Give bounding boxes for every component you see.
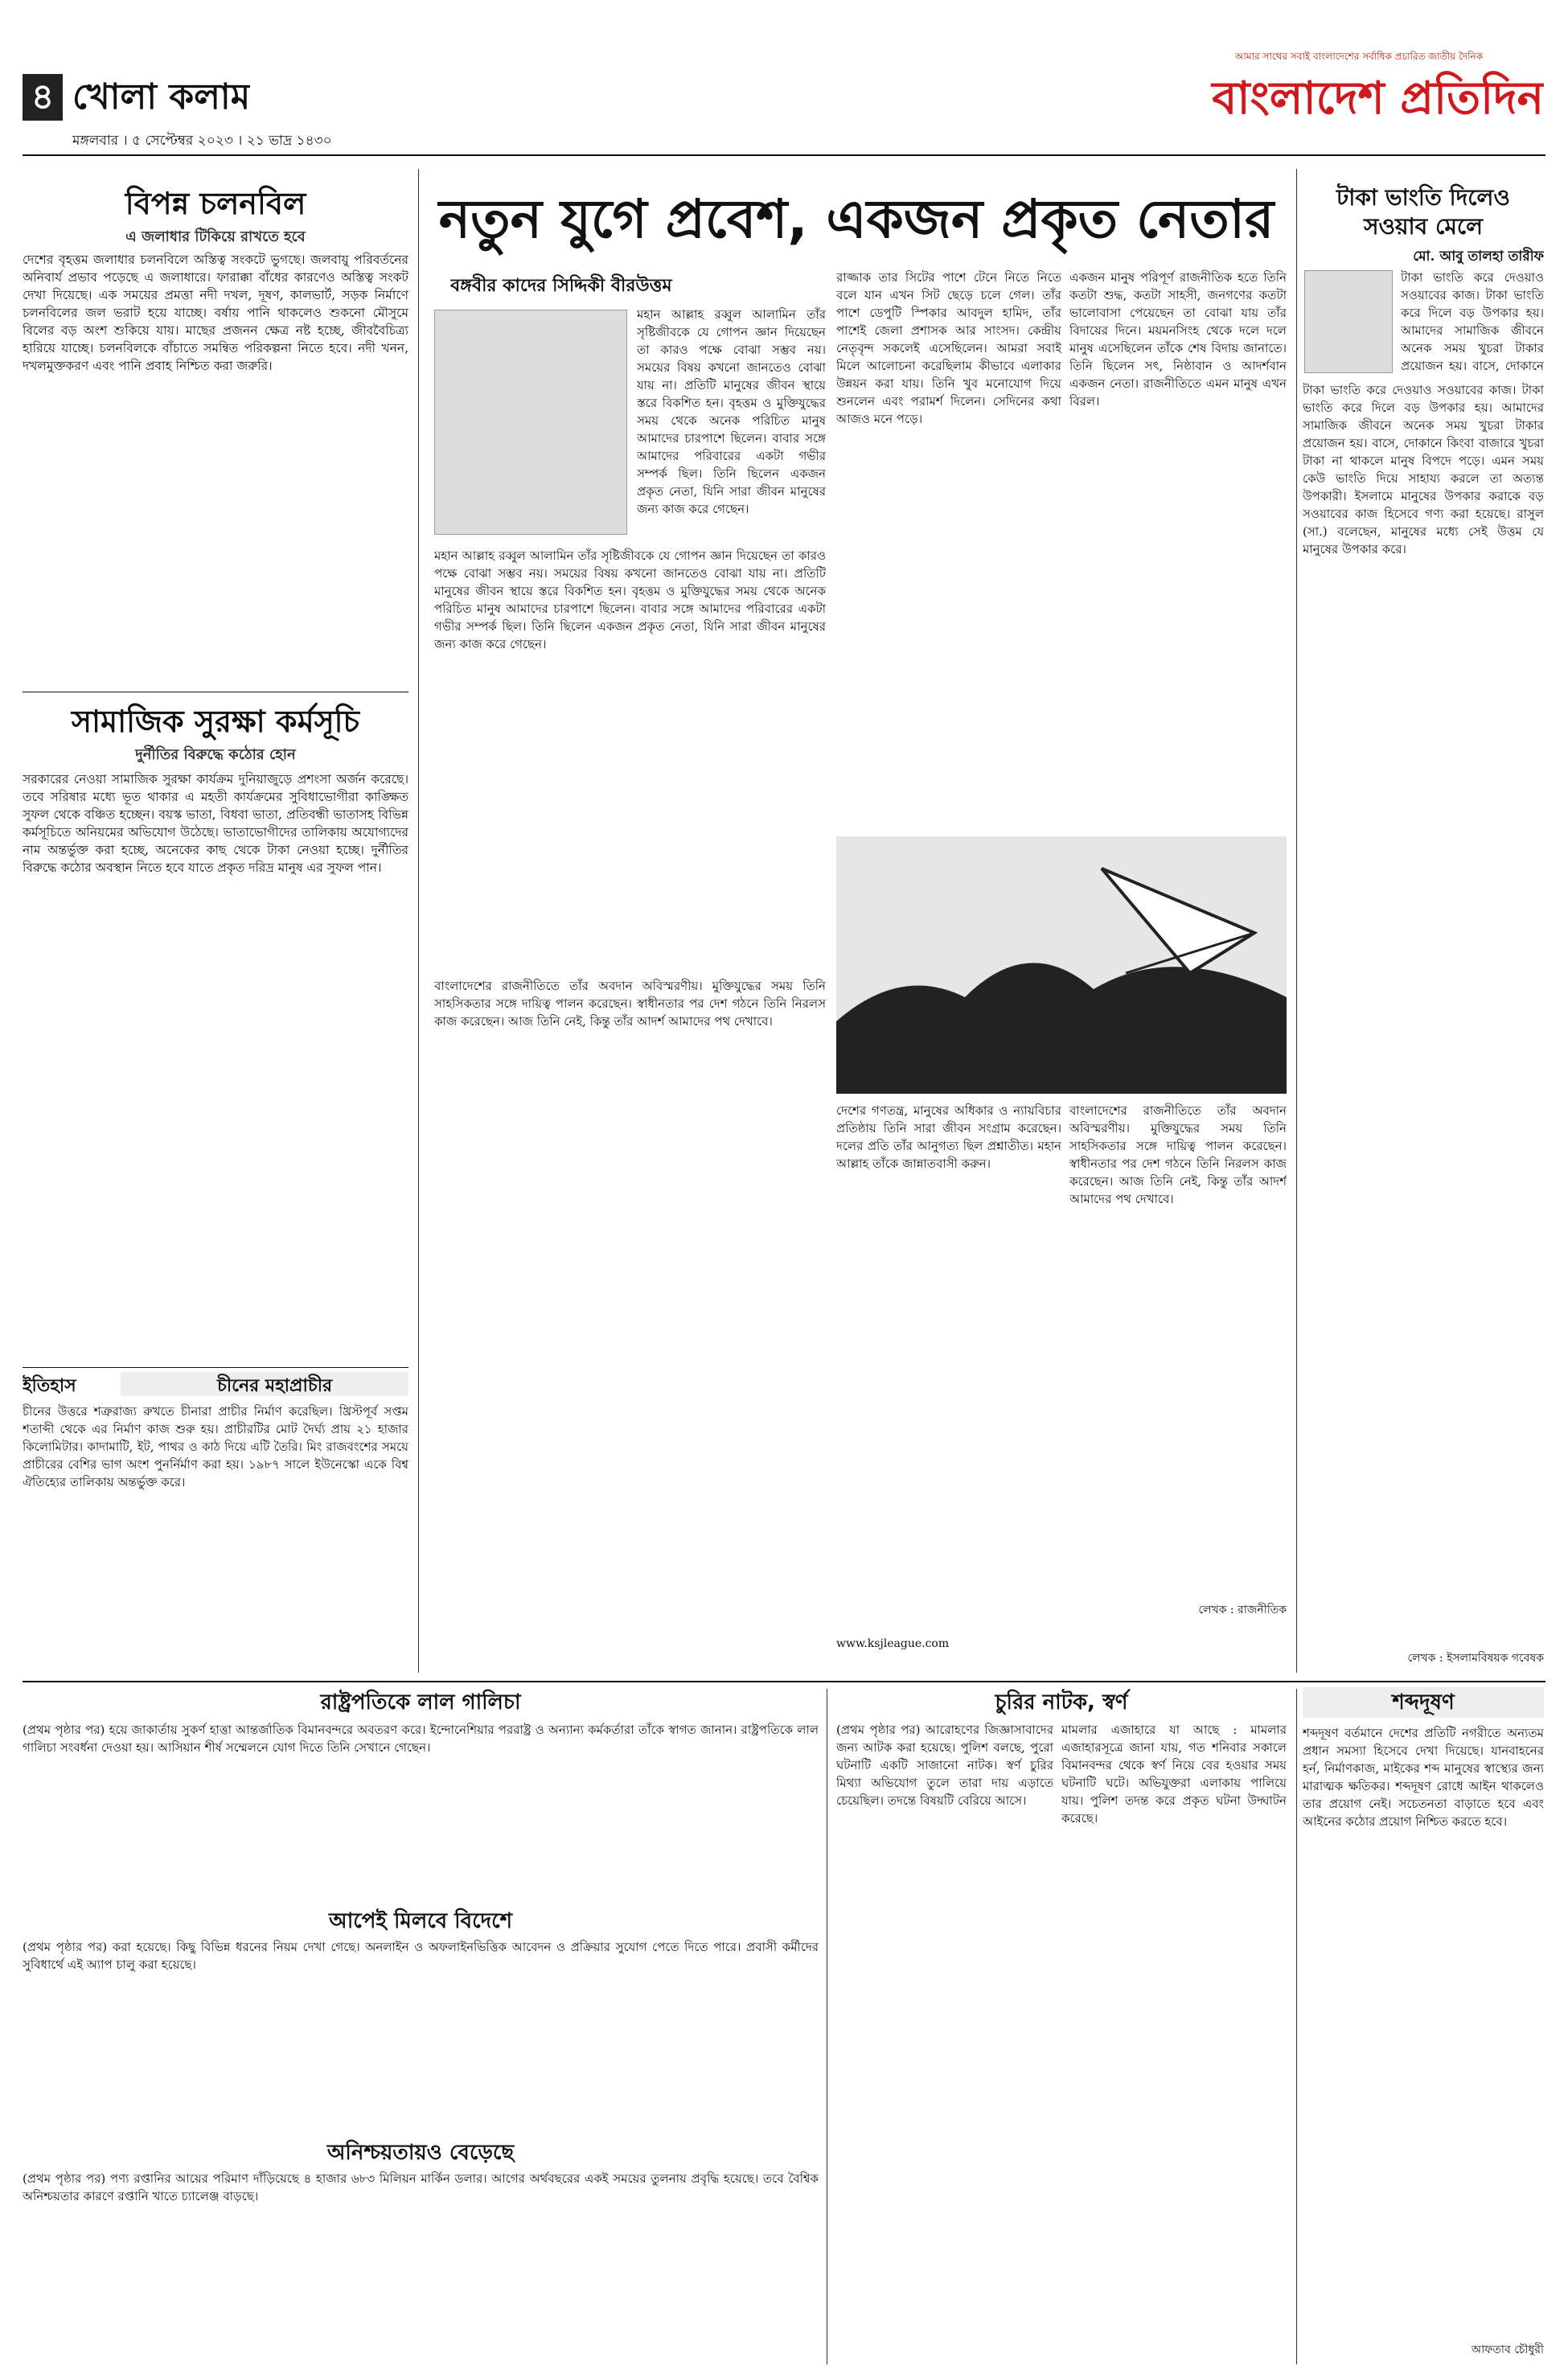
divider xyxy=(23,1367,408,1368)
cont-body-4: (প্রথম পৃষ্ঠার পর) আরোহণের জিজ্ঞাসাবাদের জন্য আটক করা হয়েছে। পুলিশ বলছে, পুরো ঘটনাটি একটি সাজানো নাটক। স্বর্ণ চুরির মিথ্যা অভিযোগ তুলে তারা দায় এড়াতে চেয়েছিল। তদন্তে বিষয়টি বেরিয়ে আসে। xyxy=(836,1723,1053,1808)
history-title: চীনের মহাপ্রাচীর xyxy=(121,1372,408,1396)
editorial-1-subtitle: এ জলাধার টিকিয়ে রাখতে হবে xyxy=(125,228,306,245)
main-body-1-cont: মহান আল্লাহ রব্বুল আলামিন তাঁর সৃষ্টিজীবকে যে গোপন জ্ঞান দিয়েছেন তা কারও পক্ষে বোঝা সম্ভব নয়। সময়ের বিষয় কখনো জানতেও বোঝা যায় না। প্রতিটি মানুষের জীবন স্থায়ে স্তরে বিকশিত হন। বৃহত্তম ও মুক্তিযুদ্ধের সময় থেকে অনেক পরিচিত মানুষ আমাদের চারপাশে ছিলেন। বাবার সঙ্গে আমাদের পরিবারের একটা গভীর সম্পর্ক ছিল। তিনি ছিলেন একজন প্রকৃত নেতা, যিনি সারা জীবন মানুষের জন্য কাজ করে গেছেন। xyxy=(434,548,826,651)
main-body-2: রাজ্জাক তার সিটের পাশে টেনে নিতে নিতে বলে যান এখন সিট ছেড়ে চলে গেল। তাঁর পাশে ডেপুটি স্পিকার আবদুল হামিদ, তাঁর পাশেই জেলা প্রশাসক আর সাংসদ। কেন্দ্রীয় নেতৃবৃন্দ সকলেই এসেছিলেন। আমরা সবাই মিলে আলোচনা করেছিলাম কীভাবে এলাকার উন্নয়ন করা যায়। তিনি খুব মনোযোগ দিয়ে শুনলেন এবং পরামর্শ দিলেন। সেদিনের কথা আজও মনে পড়ে। xyxy=(836,270,1061,426)
cont-title-4: চুরির নাটক, স্বর্ণ xyxy=(995,1690,1128,1715)
column-rule xyxy=(1296,1689,1297,2364)
main-body-5b: বাংলাদেশের রাজনীতিতে তাঁর অবদান অবিস্মরণীয়। মুক্তিযুদ্ধের সময় তিনি সাহসিকতার সঙ্গে দায়িত্ব পালন করেছেন। স্বাধীনতার পর দেশ গঠনে তিনি নিরলস কাজ করেছেন। আজ তিনি নেই, কিন্তু তাঁর আদর্শ আমাদের পথ দেখাবে। xyxy=(1069,1103,1287,1206)
date-line: মঙ্গলবার । ৫ সেপ্টেম্বর ২০২৩ । ২১ ভাদ্র ১৪৩০ xyxy=(72,133,332,149)
newspaper-logo: বাংলাদেশ প্রতিদিন xyxy=(1212,72,1544,125)
main-body-3: একজন মানুষ পরিপূর্ণ রাজনীতিক হতে তিনি কতটা শুদ্ধ, কতটা সাহসী, জনগণের কতটা ভালোবাসা পেয়েছেন তা বোঝা যায় তাঁর বিদায়ের দিনে। ময়মনসিংহ থেকে দলে দলে মানুষ এসেছিলেন তাঁকে শেষ বিদায় জানাতে। তিনি ছিলেন সৎ, নিষ্ঠাবান ও আদর্শবান একজন নেতা। রাজনীতিতে এমন মানুষ এখন বিরল। xyxy=(1069,270,1287,409)
editorial-1-title: বিপন্ন চলনবিল xyxy=(125,186,306,221)
cont-title-3: অনিশ্চয়তায়ও বেড়েছে xyxy=(326,2141,515,2165)
cont-title-2: আপেই মিলবে বিদেশে xyxy=(328,1909,513,1933)
column-rule xyxy=(1296,169,1297,1673)
history-label: ইতিহাস xyxy=(23,1376,76,1396)
right-title: টাকা ভাংতি দিলেও সওয়াব মেলে xyxy=(1336,184,1511,240)
column-rule xyxy=(418,169,419,1673)
main-website: www.ksjleague.com xyxy=(836,1637,950,1650)
cont-body-5: মামলার এজাহারে যা আছে : মামলার এজাহারসূত্রে জানা যায়, গত শনিবার সকালে বিমানবন্দর থেকে স্বর্ণ নিয়ে বের হওয়ার সময় ঘটনাটি ঘটে। অভিযুক্তরা এলাকায় পালিয়ে যায়। পুলিশ তদন্ত করে প্রকৃত ঘটনা উদ্ঘাটন করেছে। xyxy=(1061,1723,1287,1826)
main-headline: নতুন যুগে প্রবেশ, একজন প্রকৃত নেতার xyxy=(438,188,1275,250)
main-author-note: লেখক : রাজনীতিক xyxy=(1198,1604,1287,1616)
right-body-top: টাকা ভাংতি করে দেওয়াও সওয়াবের কাজ। টাকা ভাংতি করে দিলে বড় উপকার হয়। আমাদের সামাজিক জীবনে অনেক সময় খুচরা টাকার প্রয়োজন হয়। বাসে, দোকানে xyxy=(1401,270,1544,373)
right-byline: মো. আবু তালহা তারীফ xyxy=(1413,248,1544,265)
right-author-note: লেখক : ইসলামবিষয়ক গবেষক xyxy=(1407,1652,1544,1665)
article-illustration xyxy=(836,836,1287,1094)
header-rule xyxy=(23,154,1545,156)
cont-body-1: (প্রথম পৃষ্ঠার পর) হয়ে জাকার্তায় সুকর্ণ হাত্তা আন্তর্জাতিক বিমানবন্দরে অবতরণ করে। ইন্দোনেশিয়ার পররাষ্ট্র ও অন্যান্য কর্মকর্তারা তাঁকে স্বাগত জানান। রাষ্ট্রপতিকে লাল গালিচা সংবর্ধনা দেওয়া হয়। আসিয়ান শীর্ষ সম্মেলনে যোগ দিতে তিনি সেখানে গেছেন। xyxy=(23,1723,819,1755)
bottom-rule xyxy=(23,1681,1545,1682)
history-body: চীনের উত্তরে শত্রুরাজ্য রুখতে চীনারা প্রাচীর নির্মাণ করেছিল। খ্রিস্টপূর্ব সপ্তম শতাব্দী থেকে এর নির্মাণ কাজ শুরু হয়। প্রাচীরটির মোট দৈর্ঘ্য প্রায় ২১ হাজার কিলোমিটার। কাদামাটি, ইট, পাথর ও কাঠ দিয়ে এটি তৈরি। মিং রাজবংশের সময়ে প্রাচীরের বেশির ভাগ অংশ পুনর্নির্মাণ করা হয়। ১৯৮৭ সালে ইউনেস্কো একে বিশ্ব ঐতিহ্যের তালিকায় অন্তর্ভুক্ত করে। xyxy=(23,1404,408,1489)
cont-title-1: রাষ্ট্রপতিকে লাল গালিচা xyxy=(320,1690,521,1715)
letter-title: শব্দদূষণ xyxy=(1303,1687,1544,1718)
main-body-1: মহান আল্লাহ রব্বুল আলামিন তাঁর সৃষ্টিজীবকে যে গোপন জ্ঞান দিয়েছেন তা কারও পক্ষে বোঝা সম্ভব নয়। সময়ের বিষয় কখনো জানতেও বোঝা যায় না। প্রতিটি মানুষের জীবন স্থায়ে স্তরে বিকশিত হন। বৃহত্তম ও মুক্তিযুদ্ধের সময় থেকে অনেক পরিচিত মানুষ আমাদের চারপাশে ছিলেন। বাবার সঙ্গে আমাদের পরিবারের একটা গভীর সম্পর্ক ছিল। তিনি ছিলেন একজন প্রকৃত নেতা, যিনি সারা জীবন মানুষের জন্য কাজ করে গেছেন। xyxy=(637,307,826,516)
editorial-1-body: দেশের বৃহত্তম জলাধার চলনবিলে অস্তিত্ব সংকটে ভুগছে। জলবায়ু পরিবর্তনের অনিবার্য প্রভাব পড়েছে এ জলাধারে। ফারাক্কা বাঁধের কারণেও অস্তিত্ব সংকট দেখা দিয়েছে। এক সময়ের প্রমত্তা নদী দখল, দূষণ, কালভার্ট, সড়ক নির্মাণে চলনবিলের জল ভরাট হয়ে যাচ্ছে। বর্ষায় পানি থাকলেও শুকনো মৌসুমে বিলের বড় অংশ শুকিয়ে যায়। মাছের প্রজনন ক্ষেত্র নষ্ট হচ্ছে, জীববৈচিত্র্য হারিয়ে যাচ্ছে। চলনবিলকে বাঁচাতে সমন্বিত পরিকল্পনা নিতে হবে। নদী খনন, দখলমুক্তকরণ এবং পানি প্রবাহ নিশ্চিত করা জরুরি। xyxy=(23,253,408,373)
page-number: ৪ xyxy=(23,74,63,121)
letter-body: শব্দদূষণ বর্তমানে দেশের প্রতিটি নগরীতে অন্যতম প্রধান সমস্যা হিসেবে দেখা দিয়েছে। যানবাহনের হর্ন, নির্মাণকাজ, মাইকের শব্দ মানুষের স্বাস্থ্যের জন্য মারাত্মক ক্ষতিকর। শব্দদূষণ রোধে আইন থাকলেও তার প্রয়োগ নেই। সচেতনতা বাড়াতে হবে এবং আইনের কঠোর প্রয়োগ নিশ্চিত করতে হবে। xyxy=(1303,1726,1544,1829)
letter-author: আফতাব চৌধুরী xyxy=(1471,2343,1544,2356)
logo-tagline: আমার সাথের সবাই বাংলাদেশের সর্বাধিক প্রচারিত জাতীয় দৈনিক xyxy=(1234,51,1484,62)
section-title: খোলা কলাম xyxy=(72,76,251,117)
editorial-2-body: সরকারের নেওয়া সামাজিক সুরক্ষা কার্যক্রম দুনিয়াজুড়ে প্রশংসা অর্জন করেছে। তবে সরিষার মধ্যে ভূত থাকার এ মহতী কার্যক্রমের সুবিধাভোগীরা কাঙ্ক্ষিত সুফল থেকে বঞ্চিত হচ্ছেন। বয়স্ক ভাতা, বিধবা ভাতা, প্রতিবন্ধী ভাতাসহ বিভিন্ন কর্মসূচিতে অনিয়মের অভিযোগ উঠেছে। ভাতাভোগীদের তালিকায় অযোগ্যদের নাম অন্তর্ভুক্ত করা হচ্ছে, অনেকের কাছ থেকে টাকা নেওয়া হচ্ছে। দুর্নীতির বিরুদ্ধে কঠোর অবস্থান নিতে হবে যাতে প্রকৃত দরিদ্র মানুষ এর সুফল পান। xyxy=(23,772,408,875)
right-author-photo xyxy=(1304,270,1393,373)
main-body-4: বাংলাদেশের রাজনীতিতে তাঁর অবদান অবিস্মরণীয়। মুক্তিযুদ্ধের সময় তিনি সাহসিকতার সঙ্গে দায়িত্ব পালন করেছেন। স্বাধীনতার পর দেশ গঠনে তিনি নিরলস কাজ করেছেন। আজ তিনি নেই, কিন্তু তাঁর আদর্শ আমাদের পথ দেখাবে। xyxy=(434,979,826,1029)
editorial-2-title: সামাজিক সুরক্ষা কর্মসূচি xyxy=(71,704,360,739)
main-body-5: দেশের গণতন্ত্র, মানুষের অধিকার ও ন্যায়বিচার প্রতিষ্ঠায় তিনি সারা জীবন সংগ্রাম করেছেন। দলের প্রতি তাঁর আনুগত্য ছিল প্রশ্নাতীত। মহান আল্লাহ তাঁকে জান্নাতবাসী করুন। xyxy=(836,1103,1061,1171)
cont-body-2: (প্রথম পৃষ্ঠার পর) করা হয়েছে। কিছু বিভিন্ন ধরনের নিয়ম দেখা গেছে। অনলাইন ও অফলাইনভিত্তিক আবেদন ও প্রক্রিয়ার সুযোগ পেতে দিতে পারে। প্রবাসী কর্মীদের সুবিধার্থে এই অ্যাপ চালু করা হয়েছে। xyxy=(23,1940,819,1972)
author-photo xyxy=(434,310,627,535)
right-body: টাকা ভাংতি করে দেওয়াও সওয়াবের কাজ। টাকা ভাংতি করে দিলে বড় উপকার হয়। আমাদের সামাজিক জীবনে অনেক সময় খুচরা টাকার প্রয়োজন হয়। বাসে, দোকানে কিংবা বাজারে খুচরা টাকা না থাকলে মানুষ বিপদে পড়ে। এমন সময় কেউ ভাংতি দিয়ে সাহায্য করলে তা অত্যন্ত উপকারী। ইসলামে মানুষের উপকার করাকে বড় সওয়াবের কাজ হিসেবে গণ্য করা হয়েছে। রাসুল (সা.) বলেছেন, মানুষের মধ্যে সেই উত্তম যে মানুষের উপকার করে। xyxy=(1303,383,1544,557)
editorial-2-subtitle: দুর্নীতির বিরুদ্ধে কঠোর হোন xyxy=(135,746,296,763)
cont-body-3: (প্রথম পৃষ্ঠার পর) পণ্য রপ্তানির আয়ের পরিমাণ দাঁড়িয়েছে ৪ হাজার ৬৮৩ মিলিয়ন মার্কিন ডলার। আগের অর্থবছরের একই সময়ের তুলনায় প্রবৃদ্ধি হয়েছে। তবে বৈশ্বিক অনিশ্চয়তার কারণে রপ্তানি খাতে চ্যালেঞ্জ বাড়ছে। xyxy=(23,2171,819,2204)
main-byline: বঙ্গবীর কাদের সিদ্দিকী বীরউত্তম xyxy=(450,276,672,296)
